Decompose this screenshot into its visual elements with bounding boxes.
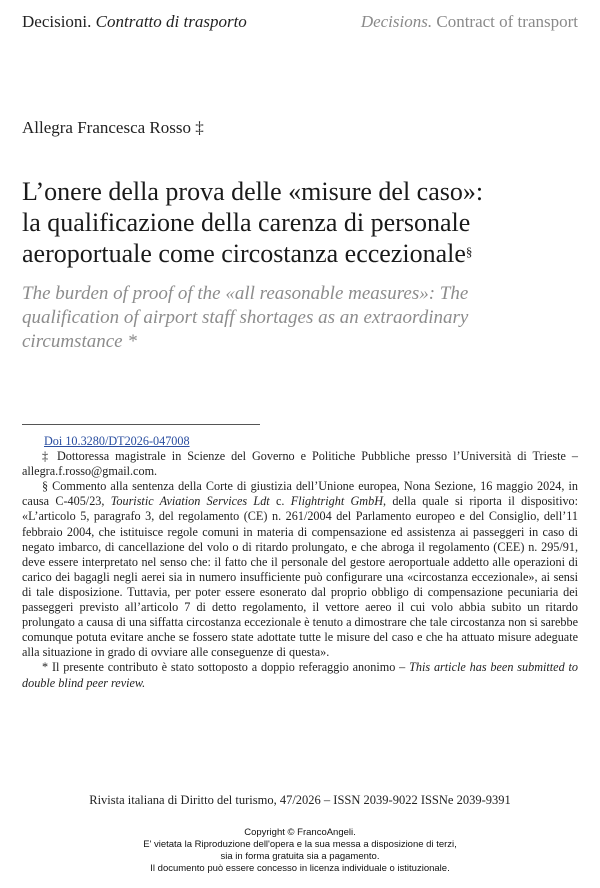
- title-line: la qualificazione della carenza di personale: [22, 208, 471, 237]
- footnote-divider: [22, 424, 260, 425]
- author-footnote-mark: ‡: [195, 118, 204, 137]
- author-name: Allegra Francesca Rosso: [22, 118, 192, 137]
- title-footnote-mark: §: [465, 244, 473, 259]
- article-subtitle-english: [22, 282, 562, 354]
- footnote-peer-review: * Il presente contributo è stato sottoposto a doppio referaggio anonimo – This article has been submitted to double blind peer review.: [22, 660, 579, 690]
- copyright-line: E' vietata la Riproduzione dell'opera e la sua messa a disposizione di terzi,: [143, 839, 457, 850]
- author-line: [22, 118, 204, 138]
- article-title: [22, 176, 582, 269]
- header-section-label-en: Decisions.: [360, 12, 433, 31]
- title-line: L’onere della prova delle «misure del caso»:: [22, 177, 484, 206]
- header-section-topic-en: Contract of transport: [436, 12, 578, 31]
- subtitle-line: qualification of airport staff shortages as an extraordinary: [22, 307, 469, 328]
- running-header-english: [361, 12, 578, 32]
- doi-link[interactable]: Doi 10.3280/DT2026-047008: [44, 434, 190, 448]
- footnote-commento: § Commento alla sentenza della Corte di giustizia dell’Unione europea, Nona Sezione, 16 maggio 2024, in causa C-405/23, Touristic Aviation Services Ldt c. Flightright GmbH, della quale si riporta il dispositivo: «L’articolo 5, paragrafo 3, del regolamento (CE) n. 261/2004 del Parlamento europeo e del Consiglio, dell’11 febbraio 2004, che istituisce regole comuni in materia di compensazione ed assistenza ai passeggeri in caso di negato imbarco, di cancellazione del volo o di ritardo prolungato, e che abroga il regolamento (CEE) n. 295/91, deve essere interpretato nel senso che: il fatto che il personale del gestore aeroportuale addetto alle operazioni di carico dei bagagli negli aerei sia in numero insufficiente può configurare una «circostanza eccezionale», ai sensi di tale disposizione. Tuttavia, per poter essere esonerato dal proprio obbligo di compensazione pecuniaria dei passeggeri previsto all’articolo 7 di detto regolamento, il vettore aereo il cui volo abbia subito un ritardo prolungato a causa di una siffatta circostanza eccezionale è tenuto a dimostrare che tale circostanza non si sarebbe comunque potuta evitare anche se fossero state adottate tutte le misure del caso e che ha attuato misure adeguate alla situazione in grado di ovviare alle conseguenze di questa».: [22, 479, 579, 660]
- header-section-topic: Contratto di trasporto: [95, 12, 247, 31]
- copyright-notice: [0, 827, 600, 875]
- header-section-label: Decisioni.: [22, 12, 92, 31]
- copyright-line: sia in forma gratuita sia a pagamento.: [220, 851, 380, 862]
- copyright-line: Il documento può essere concesso in licenza individuale o istituzionale.: [150, 863, 450, 874]
- title-line: aeroportuale come circostanza eccezionale§: [22, 239, 473, 268]
- journal-citation: Rivista italiana di Diritto del turismo, 47/2026 – ISSN 2039-9022 ISSNe 2039-9391: [89, 793, 511, 807]
- footnote-author: ‡ Dottoressa magistrale in Scienze del Governo e Politiche Pubbliche presso l’Università di Trieste – allegra.f.rosso@gmail.com.: [22, 449, 578, 479]
- running-header-italian: [22, 12, 247, 32]
- footnotes: [22, 434, 578, 691]
- copyright-line: Copyright © FrancoAngeli.: [244, 827, 356, 838]
- subtitle-line: The burden of proof of the «all reasonable measures»: The: [22, 283, 469, 304]
- subtitle-line: circumstance *: [22, 331, 137, 352]
